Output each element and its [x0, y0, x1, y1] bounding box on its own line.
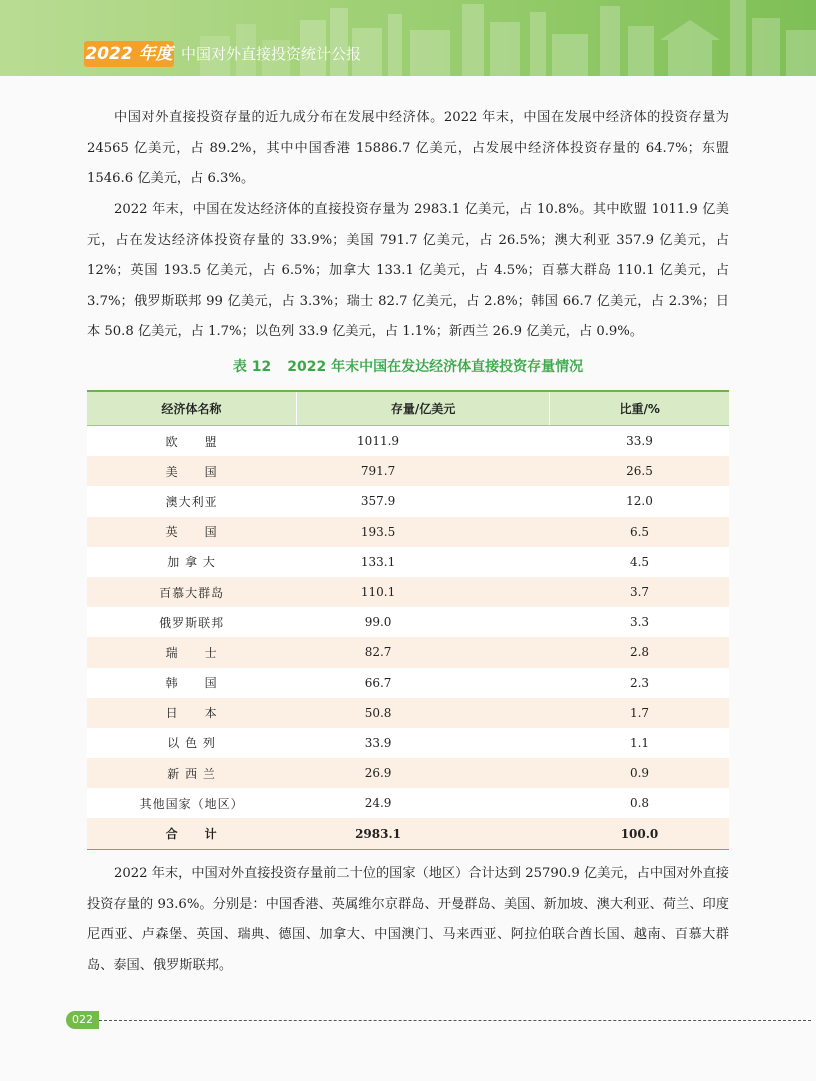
share-value: 0.8 [550, 788, 729, 818]
column-header-share: 比重/% [550, 391, 729, 426]
table-row [87, 728, 729, 758]
footer-divider [99, 1020, 811, 1021]
share-value: 2.3 [550, 668, 729, 698]
stock-value: 99.0 [296, 607, 550, 637]
share-value: 3.3 [550, 607, 729, 637]
table-caption [87, 356, 729, 376]
table-row [87, 637, 729, 667]
economy-name: 以 色 列 [87, 728, 296, 758]
table-row [87, 486, 729, 516]
economy-name: 瑞 士 [87, 637, 296, 667]
economy-name: 百慕大群岛 [87, 577, 296, 607]
paragraph-developed-economies: 2022 年末，中国在发达经济体的直接投资存量为 2983.1 亿美元，占 10.8%。其中欧盟 1011.9 亿美元，占在发达经济体投资存量的 33.9%；美国 791.7 亿美元，占 26.5%；澳大利亚 357.9 亿美元，占 12%；英国 193.5 亿美元，占 6.5%；加拿大 133.1 亿美元，占 4.5%；百慕大群岛 110.1 亿美元，占 3.7%；俄罗斯联邦 99 亿美元，占 3.3%；瑞士 82.7 亿美元，占 2.8%；韩国 66.7 亿美元，占 2.3%；日本 50.8 亿美元，占 1.7%；以色列 33.9 亿美元，占 1.1%；新西兰 26.9 亿美元，占 0.9%。 [87, 202, 729, 339]
economy-name: 加 拿 大 [87, 547, 296, 577]
year-badge: 2022 年度 [84, 41, 174, 67]
stock-value: 133.1 [296, 547, 550, 577]
page-number: 022 [66, 1011, 99, 1029]
report-title: 中国对外直接投资统计公报 [181, 45, 362, 63]
table-total-row [87, 818, 729, 849]
share-value: 4.5 [550, 547, 729, 577]
economy-name: 日 本 [87, 698, 296, 728]
share-value: 1.1 [550, 728, 729, 758]
share-value: 3.7 [550, 577, 729, 607]
stock-value: 24.9 [296, 788, 550, 818]
share-value: 1.7 [550, 698, 729, 728]
table-row [87, 456, 729, 486]
stock-value: 1011.9 [296, 426, 550, 457]
column-header-stock: 存量/亿美元 [296, 391, 550, 426]
table-header-row [87, 391, 729, 426]
share-value: 6.5 [550, 517, 729, 547]
economy-name: 欧 盟 [87, 426, 296, 457]
table-caption-number: 表 12 [232, 359, 272, 375]
total-share-value: 100.0 [550, 818, 729, 849]
table-row [87, 547, 729, 577]
table-row [87, 788, 729, 818]
stock-value: 26.9 [296, 758, 550, 788]
stock-value: 66.7 [296, 668, 550, 698]
economy-name: 俄罗斯联邦 [87, 607, 296, 637]
table-row [87, 698, 729, 728]
table-row [87, 426, 729, 457]
share-value: 2.8 [550, 637, 729, 667]
economy-name: 美 国 [87, 456, 296, 486]
table-row [87, 668, 729, 698]
table-caption-title: 2022 年末中国在发达经济体直接投资存量情况 [287, 359, 584, 375]
table-row [87, 607, 729, 637]
paragraph-developing-economies: 中国对外直接投资存量的近九成分布在发展中经济体。2022 年末，中国在发展中经济体的投资存量为 24565 亿美元，占 89.2%，其中中国香港 15886.7 亿美元，占发展中经济体投资存量的 64.7%；东盟 1546.6 亿美元，占 6.3%。 [87, 110, 729, 186]
economy-name: 澳大利亚 [87, 486, 296, 516]
stock-value: 193.5 [296, 517, 550, 547]
stock-value: 33.9 [296, 728, 550, 758]
stock-value: 110.1 [296, 577, 550, 607]
share-value: 26.5 [550, 456, 729, 486]
economy-name: 新 西 兰 [87, 758, 296, 788]
stock-value: 791.7 [296, 456, 550, 486]
header-banner [0, 0, 816, 76]
total-stock-value: 2983.1 [296, 818, 550, 849]
table-row [87, 758, 729, 788]
economy-name: 韩 国 [87, 668, 296, 698]
share-value: 0.9 [550, 758, 729, 788]
stock-value: 50.8 [296, 698, 550, 728]
total-label: 合 计 [87, 818, 296, 849]
economy-name: 英 国 [87, 517, 296, 547]
stock-value: 357.9 [296, 486, 550, 516]
table-row [87, 517, 729, 547]
developed-economies-stock-table [87, 390, 729, 850]
share-value: 12.0 [550, 486, 729, 516]
paragraph-top-twenty: 2022 年末，中国对外直接投资存量前二十位的国家（地区）合计达到 25790.9 亿美元，占中国对外直接投资存量的 93.6%。分别是：中国香港、英属维尔京群岛、开曼群岛、美国、新加坡、澳大利亚、荷兰、印度尼西亚、卢森堡、英国、瑞典、德国、加拿大、中国澳门、马来西亚、阿拉伯联合酋长国、越南、百慕大群岛、泰国、俄罗斯联邦。 [87, 866, 729, 973]
table-row [87, 577, 729, 607]
share-value: 33.9 [550, 426, 729, 457]
column-header-economy: 经济体名称 [87, 391, 296, 426]
economy-name: 其他国家（地区） [87, 788, 296, 818]
stock-value: 82.7 [296, 637, 550, 667]
